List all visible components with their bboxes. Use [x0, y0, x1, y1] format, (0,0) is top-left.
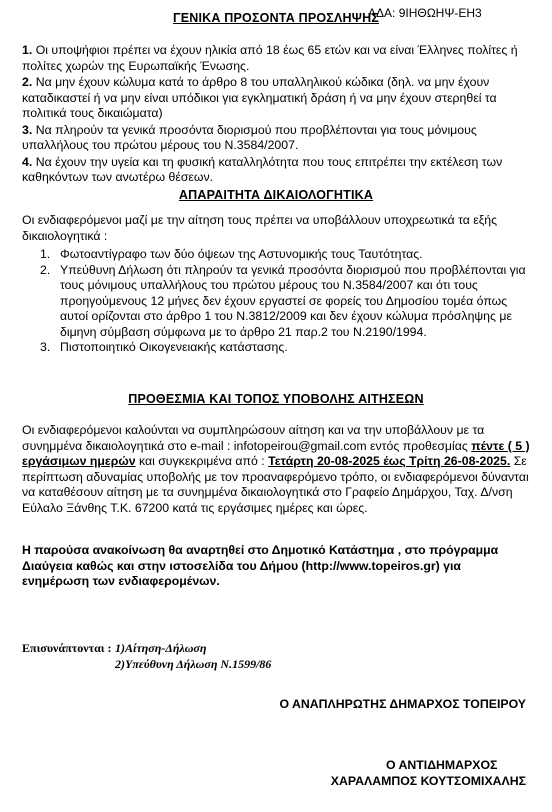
attachments-label: Επισυνάπτονται :: [22, 641, 112, 655]
documents-list: [22, 247, 530, 356]
list-item: 1. Φωτοαντίγραφο των δύο όψεων της Αστυνομικής τους Ταυτότητας.: [40, 247, 423, 261]
announcement-paragraph: Η παρούσα ανακοίνωση θα αναρτηθεί στο Δημοτικό Κατάστημα , στο πρόγραμμα Διαύγεια καθώς και στην ιστοσελίδα του Δήμου (http://www.topeiros.gr) για ενημέρωση των ενδιαφερομένων.: [22, 543, 499, 588]
attachment-item: 2)Υπεύθυνη Δήλωση Ν.1599/86: [115, 657, 272, 671]
list-item: 2. Υπεύθυνη Δήλωση ότι πληρούν τα γενικά προσόντα διορισμού που προβλέπονται για τους μόνιμους υπαλλήλους του πρώτου μέρους του Ν.3584/2007 και ότι τους προηγούμενους 12 μήνες δεν έχουν εργαστεί σε φορείς του Δημοσίου τομέα όπως αυτοί ορίζονται στο άρθρο 1 του Ν.3812/2009 και δεν έχουν κώλυμα πρόσληψης με διμηνη σύμβαση σύμφωνα με το άρθρο 21 παρ.2 του Ν.2190/1994.: [40, 262, 526, 339]
section-title-deadline: ΠΡΟΘΕΣΜΙΑ ΚΑΙ ΤΟΠΟΣ ΥΠΟΒΟΛΗΣ ΑΙΤΗΣΕΩΝ: [128, 392, 424, 406]
deadline-paragraph: Οι ενδιαφερόμενοι καλούνται να συμπληρώσουν αίτηση και να την υποβάλλουν με τα συνημμένα δικαιολογητικά στο e-mail : infotopeirou@gmail.com εντός προθεσμίας πέντε ( 5 ) εργάσιμων ημερών και συγκεκριμένα από : Τετάρτη 20-08-2025 έως Τρίτη 26-08-2025. Σε περίπτωση αδυναμίας υποβολής με τον προαναφερόμενο τρόπο, οι ενδιαφερόμενοι δύνανται να καταθέσουν αίτηση με τα συνημμένα δικαιολογητικά στο Γραφείο Δημάρχου, Ταχ. Δ/νση Εύλαλο Ξάνθης Τ.Κ. 67200 κατά τις εργάσιμες ημέρες και ώρες.: [22, 423, 530, 515]
qualification-item: 1. Οι υποψήφιοι πρέπει να έχουν ηλικία από 18 έως 65 ετών και να είναι Έλληνες πολίτες ή πολίτες χωρών της Ευρωπαϊκής Ένωσης.: [22, 43, 518, 73]
documents-intro: Οι ενδιαφερόμενοι μαζί με την αίτηση τους πρέπει να υποβάλλουν υποχρεωτικά τα εξής δικαιολογητικά :: [22, 213, 498, 243]
qualification-item: 2. Να μην έχουν κώλυμα κατά το άρθρο 8 του υπαλληλικού κώδικα (δηλ. να μην έχουν καταδικαστεί ή να μην είναι υπόδικοι για εγκληματική δράση ή να μην έχουν στερηθεί τα πολιτικά τους δικαιώματα): [22, 75, 497, 120]
qualification-item: 4. Να έχουν την υγεία και τη φυσική καταλληλότητα που τους επιτρέπει την εκτέλεση των καθηκόντων των ανωτέρω θέσεων.: [22, 154, 503, 184]
signature-office: Ο ΑΝΑΠΛΗΡΩΤΗΣ ΔΗΜΑΡΧΟΣ ΤΟΠΕΙΡΟΥ: [279, 697, 526, 711]
list-item: 3. Πιστοποιητικό Οικογενειακής κατάστασης.: [40, 340, 288, 354]
general-qualifications: [22, 43, 530, 186]
signature-name: ΧΑΡΑΛΑΜΠΟΣ ΚΟΥΤΣΟΜΙΧΑΛΗΣ: [330, 774, 526, 788]
deadline-days: πέντε ( 5 ) εργάσιμων ημερών: [22, 438, 530, 468]
deadline-dates: Τετάρτη 20-08-2025 έως Τρίτη 26-08-2025.: [268, 454, 511, 468]
ada-code: ΑΔΑ: 9ΙΗΘΩΗΨ-ΕΗ3: [368, 6, 482, 20]
section-title-general: ΓΕΝΙΚΑ ΠΡΟΣΟΝΤΑ ΠΡΟΣΛΗΨΗΣ: [172, 11, 380, 25]
attachment-item: 1)Αίτηση-Δήλωση: [115, 641, 207, 655]
signature-role: Ο ΑΝΤΙΔΗΜΑΡΧΟΣ: [386, 758, 498, 772]
section-title-documents: ΑΠΑΡΑΙΤΗΤΑ ΔΙΚΑΙΟΛΟΓΗΤΙΚΑ: [178, 188, 374, 202]
qualification-item: 3. Να πληρούν τα γενικά προσόντα διορισμού που προβλέπονται για τους μόνιμους υπαλλήλους του πρώτου μέρους του Ν.3584/2007.: [22, 122, 477, 152]
